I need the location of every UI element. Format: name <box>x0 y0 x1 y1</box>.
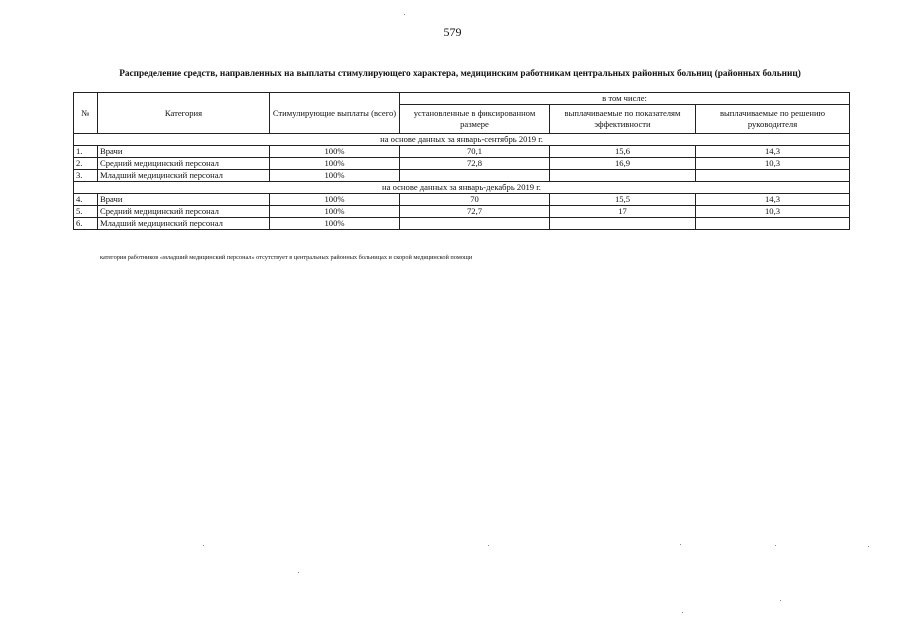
scan-speck <box>404 14 405 15</box>
row-total: 100% <box>270 218 400 230</box>
section-caption: на основе данных за январь-сентябрь 2019 г. <box>74 134 850 146</box>
row-total: 100% <box>270 170 400 182</box>
row-num: 6. <box>74 218 98 230</box>
row-category: Младший медицинский персонал <box>98 170 270 182</box>
table-row <box>74 194 850 206</box>
row-num: 4. <box>74 194 98 206</box>
section-caption: на основе данных за январь-декабрь 2019 г. <box>74 182 850 194</box>
row-fixed <box>400 218 550 230</box>
row-category: Средний медицинский персонал <box>98 158 270 170</box>
row-efficiency: 15,5 <box>550 194 696 206</box>
scan-speck <box>680 544 681 545</box>
table-row <box>74 218 850 230</box>
table-row <box>74 170 850 182</box>
row-efficiency: 16,9 <box>550 158 696 170</box>
row-efficiency <box>550 170 696 182</box>
header-category: Категория <box>98 93 270 134</box>
row-efficiency: 15,6 <box>550 146 696 158</box>
row-fixed: 72,8 <box>400 158 550 170</box>
scan-speck <box>780 600 781 601</box>
table-row <box>74 206 850 218</box>
header-manager: выплачиваемые по решению руководителя <box>696 105 850 134</box>
row-category: Врачи <box>98 146 270 158</box>
row-fixed: 70 <box>400 194 550 206</box>
header-efficiency: выплачиваемые по показателям эффективности <box>550 105 696 134</box>
scan-speck <box>203 545 204 546</box>
row-total: 100% <box>270 194 400 206</box>
scan-speck <box>488 545 489 546</box>
row-num: 5. <box>74 206 98 218</box>
row-category: Средний медицинский персонал <box>98 206 270 218</box>
row-fixed <box>400 170 550 182</box>
scan-speck <box>682 612 683 613</box>
header-total: Стимулирующие выплаты (всего) <box>270 93 400 134</box>
table-row <box>74 158 850 170</box>
row-total: 100% <box>270 158 400 170</box>
row-manager <box>696 170 850 182</box>
row-efficiency: 17 <box>550 206 696 218</box>
footnote: категория работников «младший медицинский персонал» отсутствует в центральных районных больницах и скорой медицинской помощи <box>100 254 473 261</box>
row-manager: 10,3 <box>696 206 850 218</box>
row-category: Врачи <box>98 194 270 206</box>
header-num: № <box>74 93 98 134</box>
row-num: 1. <box>74 146 98 158</box>
row-manager: 10,3 <box>696 158 850 170</box>
row-fixed: 72,7 <box>400 206 550 218</box>
row-num: 2. <box>74 158 98 170</box>
header-fixed: установленные в фиксированном размере <box>400 105 550 134</box>
row-manager: 14,3 <box>696 194 850 206</box>
document-title: Распределение средств, направленных на выплаты стимулирующего характера, медицинским работникам центральных районных больниц (районных больниц) <box>119 69 801 79</box>
scan-speck <box>868 546 869 547</box>
scan-speck <box>298 572 299 573</box>
page-number: 579 <box>443 25 462 39</box>
row-fixed: 70,1 <box>400 146 550 158</box>
row-total: 100% <box>270 146 400 158</box>
row-manager: 14,3 <box>696 146 850 158</box>
row-efficiency <box>550 218 696 230</box>
row-total: 100% <box>270 206 400 218</box>
stimulus-payments-table <box>73 92 850 230</box>
table-row <box>74 146 850 158</box>
row-manager <box>696 218 850 230</box>
row-category: Младший медицинский персонал <box>98 218 270 230</box>
header-including: в том числе: <box>400 93 850 105</box>
scan-speck <box>775 545 776 546</box>
row-num: 3. <box>74 170 98 182</box>
